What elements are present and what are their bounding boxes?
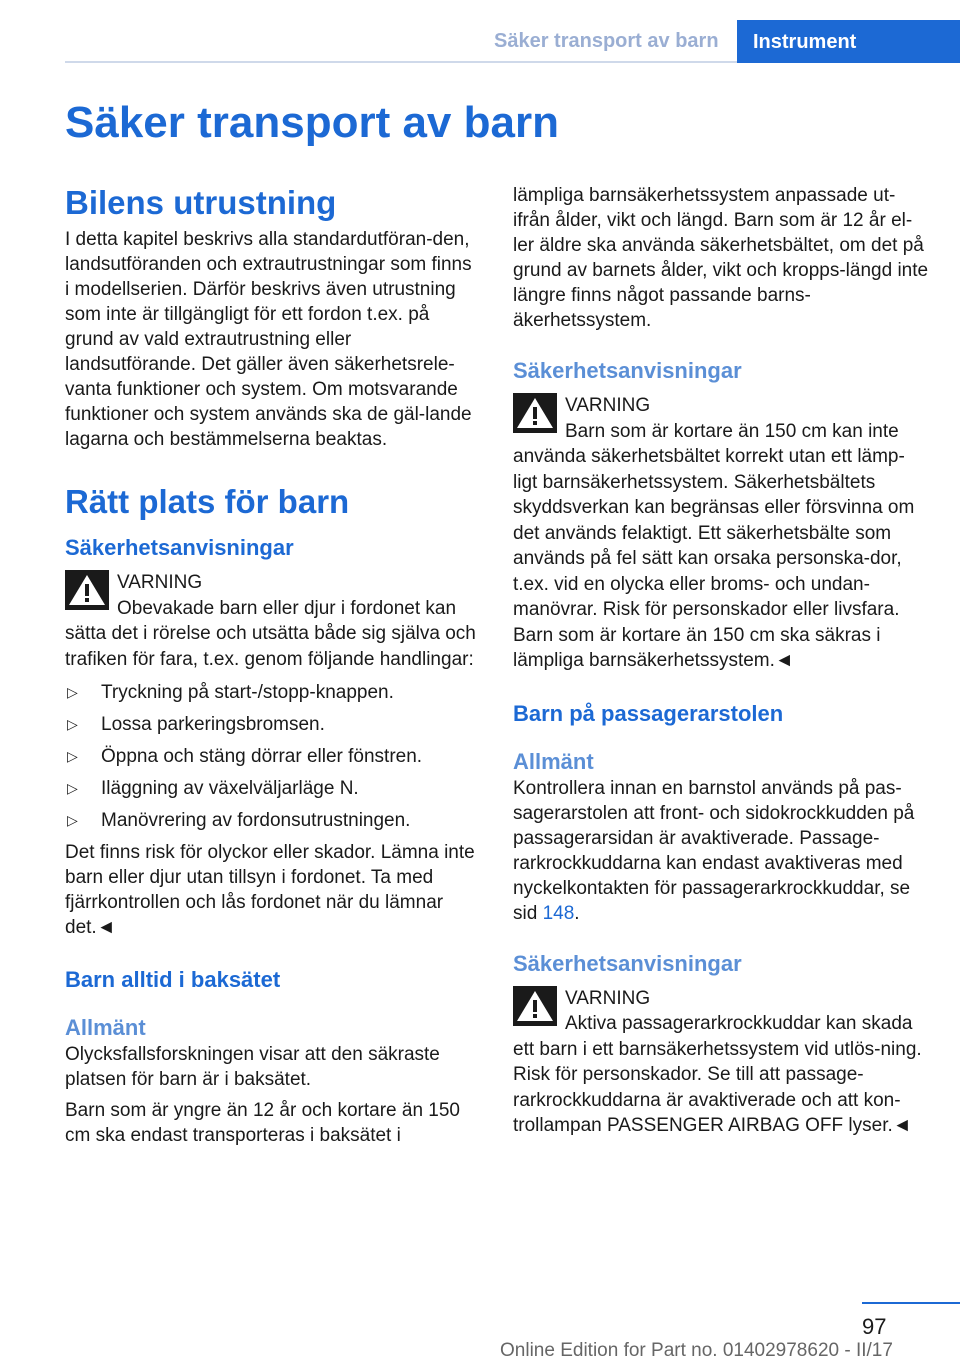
paragraph-continuation: lämpliga barnsäkerhetssystem anpassade ut-ifrån ålder, vikt och längd. Barn som är 12 år el-ler äldre ska använda säkerhetsbältet, om det på grund av barnets ålder, vikt och kropps-längd inte längre finns något passande barns-äkerhetssystem. (513, 185, 929, 331)
triangle-bullet-icon: ▷ (67, 716, 78, 732)
header-section-title: Säker transport av barn (494, 30, 719, 52)
heading-passenger: Barn på passagerarstolen (513, 700, 784, 726)
heading-back-seat: Barn alltid i baksätet (65, 967, 281, 992)
left-column (65, 183, 481, 1148)
edition-footer: Online Edition for Part no. 01402978620 - II/17 (500, 1340, 893, 1361)
page-reference-link[interactable]: 148 (542, 902, 575, 924)
heading-general-1: Allmänt (65, 1015, 146, 1040)
warning-text: Barn som är kortare än 150 cm kan inte använda säkerhetsbältet korrekt utan ett lämp-ligt barnsäkerhetssystem. Säkerhetsbältets skyddsverkan kan begränsas eller försvinna om det används felaktigt. Ett säkerhetsbälte som används på fel sätt kan orsaka personska-dor, t.ex. vid en olycka eller broms- och undan-manövrar. Risk för personskador eller livsfara. Barn som är kortare än 150 cm ska säkras i lämpliga barnsäkerhetssystem.◄ (513, 420, 915, 671)
page-number: 97 (862, 1314, 887, 1339)
warning-label: VARNING (117, 572, 203, 593)
list-item: ▷ Manövrering av fordonsutrustningen. (67, 810, 411, 831)
list-item: ▷ Öppna och stäng dörrar eller fönstren. (67, 746, 423, 767)
warning-triangle-icon (513, 393, 557, 433)
list-item: ▷ Tryckning på start-/stopp-knappen. (67, 682, 394, 703)
heading-equipment: Bilens utrustning (65, 184, 337, 221)
warning-block-1 (65, 570, 481, 672)
triangle-bullet-icon: ▷ (67, 780, 78, 796)
triangle-bullet-icon: ▷ (67, 684, 78, 700)
warning-triangle-icon (513, 986, 557, 1026)
triangle-bullet-icon: ▷ (67, 748, 78, 764)
heading-safety-2: Säkerhetsanvisningar (513, 358, 742, 383)
heading-right-place: Rätt plats för barn (65, 483, 350, 520)
warning-text: Obevakade barn eller djur i fordonet kan sätta det i rörelse och utsätta både sig själva och trafiken för fara, t.ex. genom följande handlingar: (65, 597, 476, 670)
action-list (65, 680, 481, 840)
paragraph-equipment: I detta kapitel beskrivs alla standardutföran-den, landsutföranden och extrautrustningar som finns i modellserien. Därför beskrivs även utrustning som inte är tillgängligt för ett fordon t.ex. på grund av vald extrautrustning eller landsutförande. Det gäller även säkerhetsrele-vanta funktioner och system. Om motsvarande funktioner och system används ska de gäl-lande lagarna och bestämmelserna beaktas. (65, 229, 472, 450)
header-chapter-tab[interactable]: Instrument (737, 20, 960, 63)
warning-label: VARNING (565, 987, 651, 1009)
paragraph-general-1a: Olycksfallsforskningen visar att den säkraste platsen för barn är i baksätet. (65, 1044, 440, 1090)
heading-safety-1: Säkerhetsanvisningar (65, 535, 294, 560)
page-title: Säker transport av barn (65, 98, 559, 147)
warning-triangle-icon (65, 570, 109, 610)
list-item: ▷ Lossa parkeringsbromsen. (67, 714, 325, 735)
right-column (513, 183, 929, 1139)
heading-general-2: Allmänt (513, 748, 594, 774)
warning-label: VARNING (565, 395, 651, 416)
footer-rule (862, 1302, 960, 1304)
paragraph-general-1b: Barn som är yngre än 12 år och kortare än 150 cm ska endast transporteras i baksätet i (65, 1100, 461, 1146)
paragraph-warning-continuation: Det finns risk för olyckor eller skador. Lämna inte barn eller djur utan tillsyn i fordonet. Ta med fjärrkontrollen och lås fordonet när du lämnar det.◄ (65, 842, 475, 938)
warning-block-2 (513, 393, 929, 674)
warning-block-3 (513, 986, 929, 1139)
heading-safety-3: Säkerhetsanvisningar (513, 950, 742, 976)
paragraph-general-2: Kontrollera innan en barnstol används på pas-sagerarstolen att front- och sidokrockkudden på passagerarsidan är avaktiverade. Passage-rarkrockkuddarna kan endast avaktiveras med nyckelkontakten för passagerarkrockkuddar, se sid 148. (513, 777, 915, 924)
triangle-bullet-icon: ▷ (67, 812, 78, 828)
warning-text: Aktiva passagerarkrockkuddar kan skada ett barn i ett barnsäkerhetssystem vid utlös-ning. Risk för personskador. Se till att passage-rarkrockkuddarna är avaktiverade och att kon-trollampan PASSENGER AIRBAG OFF lyser.◄ (513, 1013, 922, 1136)
list-item: ▷ Iläggning av växelväljarläge N. (67, 778, 359, 799)
